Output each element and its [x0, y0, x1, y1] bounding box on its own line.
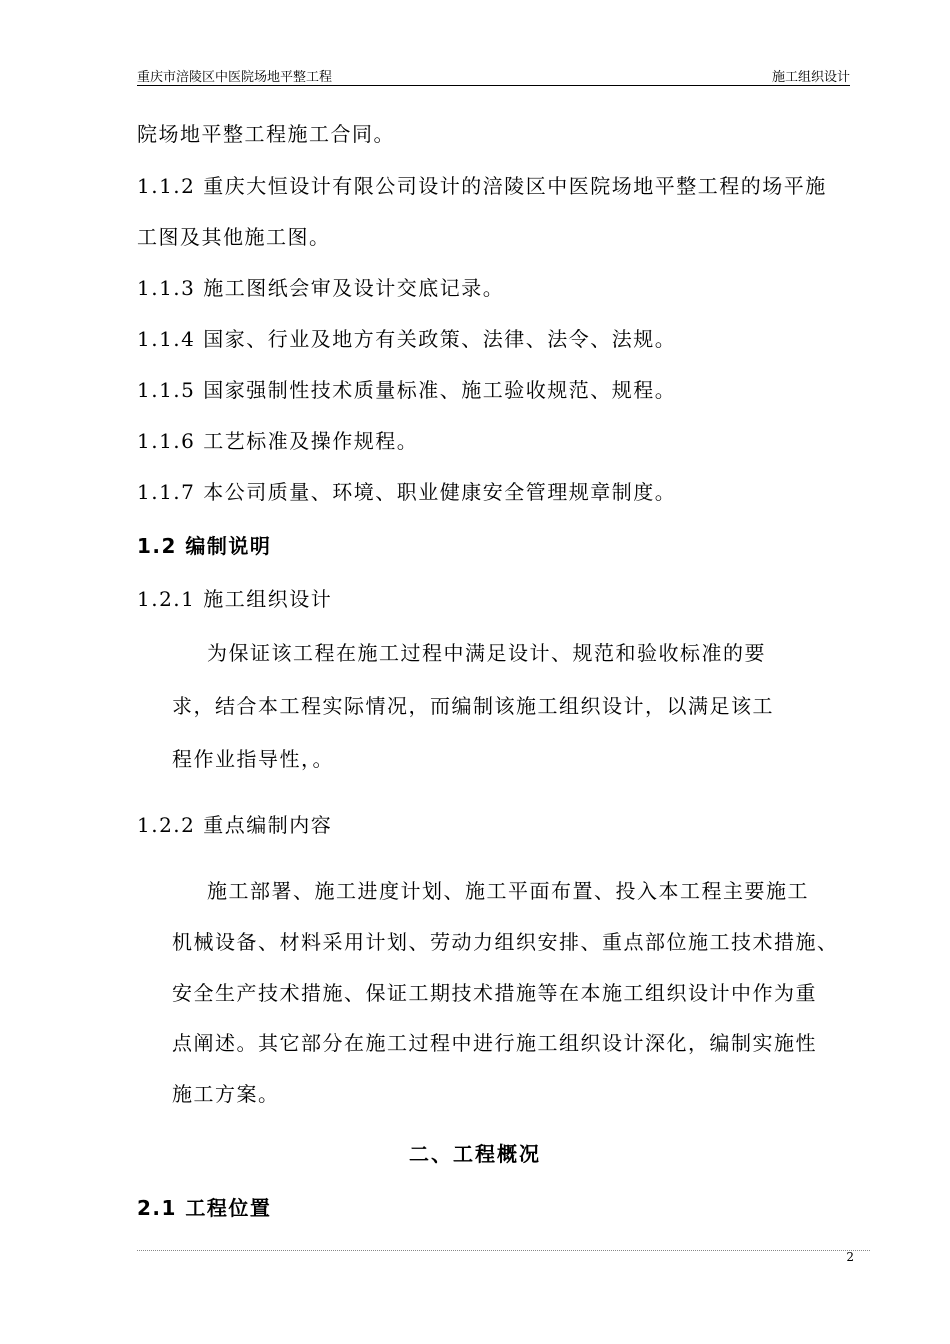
- page-number: 2: [846, 1250, 854, 1264]
- section-heading-1-2: 1.2 编制说明: [137, 534, 272, 558]
- paragraph-line: 施工方案。: [172, 1082, 280, 1106]
- basis-item-1-1-6: 1.1.6 工艺标准及操作规程。: [137, 429, 419, 453]
- paragraph-line: 求，结合本工程实际情况，而编制该施工组织设计，以满足该工: [172, 694, 774, 718]
- footer-rule: [137, 1250, 870, 1251]
- paragraph-line: 安全生产技术措施、保证工期技术措施等在本施工组织设计中作为重: [172, 981, 817, 1005]
- paragraph-line: 点阐述。其它部分在施工过程中进行施工组织设计深化，编制实施性: [172, 1031, 817, 1055]
- header-rule: [137, 85, 850, 86]
- chapter-title: 二、工程概况: [409, 1142, 541, 1166]
- basis-item-1-1-5: 1.1.5 国家强制性技术质量标准、施工验收规范、规程。: [137, 378, 677, 402]
- paragraph-line: 机械设备、材料采用计划、劳动力组织安排、重点部位施工技术措施、: [172, 930, 839, 954]
- header-document-type: 施工组织设计: [771, 70, 850, 85]
- basis-item-1-1-2: 1.1.2 重庆大恒设计有限公司设计的涪陵区中医院场地平整工程的场平施: [137, 174, 827, 198]
- paragraph-line: 程作业指导性，。: [172, 747, 334, 771]
- header-project-title: 重庆市涪陵区中医院场地平整工程: [137, 70, 333, 85]
- page-header: [137, 66, 850, 86]
- section-heading-2-1: 2.1 工程位置: [137, 1196, 272, 1220]
- paragraph-line: 施工部署、施工进度计划、施工平面布置、投入本工程主要施工: [207, 879, 809, 903]
- basis-line-continued: 院场地平整工程施工合同。: [137, 122, 395, 146]
- subsection-title-1-2-1: 1.2.1 施工组织设计: [137, 587, 333, 611]
- basis-item-1-1-7: 1.1.7 本公司质量、环境、职业健康安全管理规章制度。: [137, 480, 677, 504]
- basis-item-1-1-2-cont: 工图及其他施工图。: [137, 225, 331, 249]
- paragraph-line: 为保证该工程在施工过程中满足设计、规范和验收标准的要: [207, 641, 766, 665]
- basis-item-1-1-3: 1.1.3 施工图纸会审及设计交底记录。: [137, 276, 505, 300]
- basis-item-1-1-4: 1.1.4 国家、行业及地方有关政策、法律、法令、法规。: [137, 327, 677, 351]
- subsection-title-1-2-2: 1.2.2 重点编制内容: [137, 813, 333, 837]
